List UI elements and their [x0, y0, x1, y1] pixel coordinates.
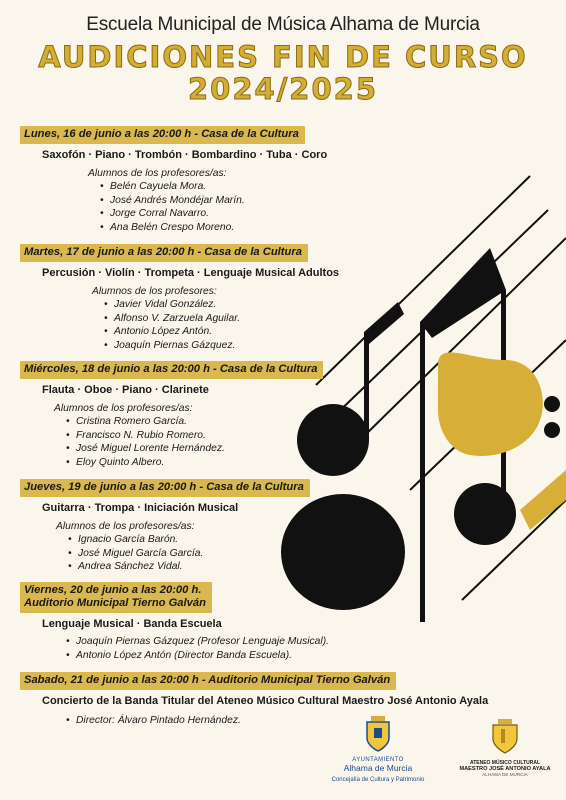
session-instruments: Saxofón · Piano · Trombón · Bombardino · Tuba · Coro: [42, 149, 328, 161]
session-instruments: Lenguaje Musical · Banda Escuela: [42, 618, 222, 630]
list-item: • Javier Vidal González.: [104, 298, 339, 312]
ayuntamiento-logo: AYUNTAMIENTO Alhama de Murcia Concejalía de Cultura y Patrimonio: [318, 716, 438, 783]
clef-circle: [454, 483, 516, 545]
teachers-list: [66, 635, 329, 662]
list-item: • Antonio López Antón (Director Banda Escuela).: [66, 649, 329, 663]
list-item: • Francisco N. Rubio Romero.: [66, 429, 323, 443]
session-heading: Miércoles, 18 de junio a las 20:00 h - Casa de la Cultura: [20, 361, 323, 379]
teachers-label: Alumnos de los profesores/as:: [56, 521, 195, 532]
ateneo-logo: ATENEO MÚSICO CULTURAL MAESTRO JOSÉ ANTONIO AYALA ALHAMA DE MURCIA: [452, 719, 558, 777]
clef-dot-1: [544, 396, 560, 412]
teachers-label: Alumnos de los profesores/as:: [54, 403, 193, 414]
page-subtitle-year: 2024/2025: [187, 72, 379, 106]
list-item: • Cristina Romero García.: [66, 415, 323, 429]
teachers-label: Alumnos de los profesores/as:: [88, 168, 227, 179]
list-item: • Alfonso V. Zarzuela Aguilar.: [104, 312, 339, 326]
session-heading: Viernes, 20 de junio a las 20:00 h. Auditorio Municipal Tierno Galván: [20, 582, 212, 613]
teachers-list: [104, 298, 339, 352]
school-name: Escuela Municipal de Música Alhama de Murcia: [86, 14, 480, 35]
session-monday: [20, 126, 327, 234]
list-item: • José Andrés Mondéjar Marín.: [100, 194, 327, 208]
session-instruments: Concierto de la Banda Titular del Ateneo Músico Cultural Maestro José Antonio Ayala: [42, 695, 489, 707]
list-item: • José Miguel García García.: [68, 547, 310, 561]
clef-dot-2: [544, 422, 560, 438]
list-item: • Antonio López Antón.: [104, 325, 339, 339]
gold-clef-body: [438, 352, 543, 456]
beam-stem-1: [420, 322, 425, 622]
list-item: • Andrea Sánchez Vidal.: [68, 560, 310, 574]
session-tuesday: [20, 244, 339, 352]
list-item: • Eloy Quinto Albero.: [66, 456, 323, 470]
ateneo-emblem-icon: [490, 719, 520, 755]
session-instruments: Percusión · Violín · Trompeta · Lenguaje Musical Adultos: [42, 267, 340, 279]
list-item: • Ignacio García Barón.: [68, 533, 310, 547]
list-item: • Director: Álvaro Pintado Hernández.: [66, 714, 488, 728]
session-thursday: [20, 479, 310, 574]
list-item: • José Miguel Lorente Hernández.: [66, 442, 323, 456]
teachers-list: [66, 415, 323, 469]
list-item: • Jorge Corral Navarro.: [100, 207, 327, 221]
teachers-list: [100, 180, 327, 234]
eighth-note-flag: [364, 302, 404, 344]
list-item: • Joaquín Piernas Gázquez.: [104, 339, 339, 353]
coat-of-arms-icon: [365, 716, 391, 752]
session-friday: [20, 582, 329, 662]
list-item: • Ana Belén Crespo Moreno.: [100, 221, 327, 235]
session-instruments: Guitarra · Trompa · Iniciación Musical: [42, 502, 239, 514]
list-item: • Belén Cayuela Mora.: [100, 180, 327, 194]
teachers-label: Alumnos de los profesores:: [92, 286, 217, 297]
session-heading: Lunes, 16 de junio a las 20:00 h - Casa de la Cultura: [20, 126, 305, 144]
session-instruments: Flauta · Oboe · Piano · Clarinete: [42, 384, 209, 396]
session-heading: Jueves, 19 de junio a las 20:00 h - Casa de la Cultura: [20, 479, 310, 497]
list-item: • Joaquín Piernas Gázquez (Profesor Lenguaje Musical).: [66, 635, 329, 649]
beam: [420, 248, 506, 338]
session-heading: Martes, 17 de junio a las 20:00 h - Casa de la Cultura: [20, 244, 308, 262]
session-heading: Sabado, 21 de junio a las 20:00 h - Auditorio Municipal Tierno Galván: [20, 672, 396, 690]
page-title: AUDICIONES FIN DE CURSO: [38, 40, 528, 74]
teachers-list: [68, 533, 310, 574]
session-wednesday: [20, 361, 323, 469]
eighth-note-stem: [364, 332, 369, 440]
